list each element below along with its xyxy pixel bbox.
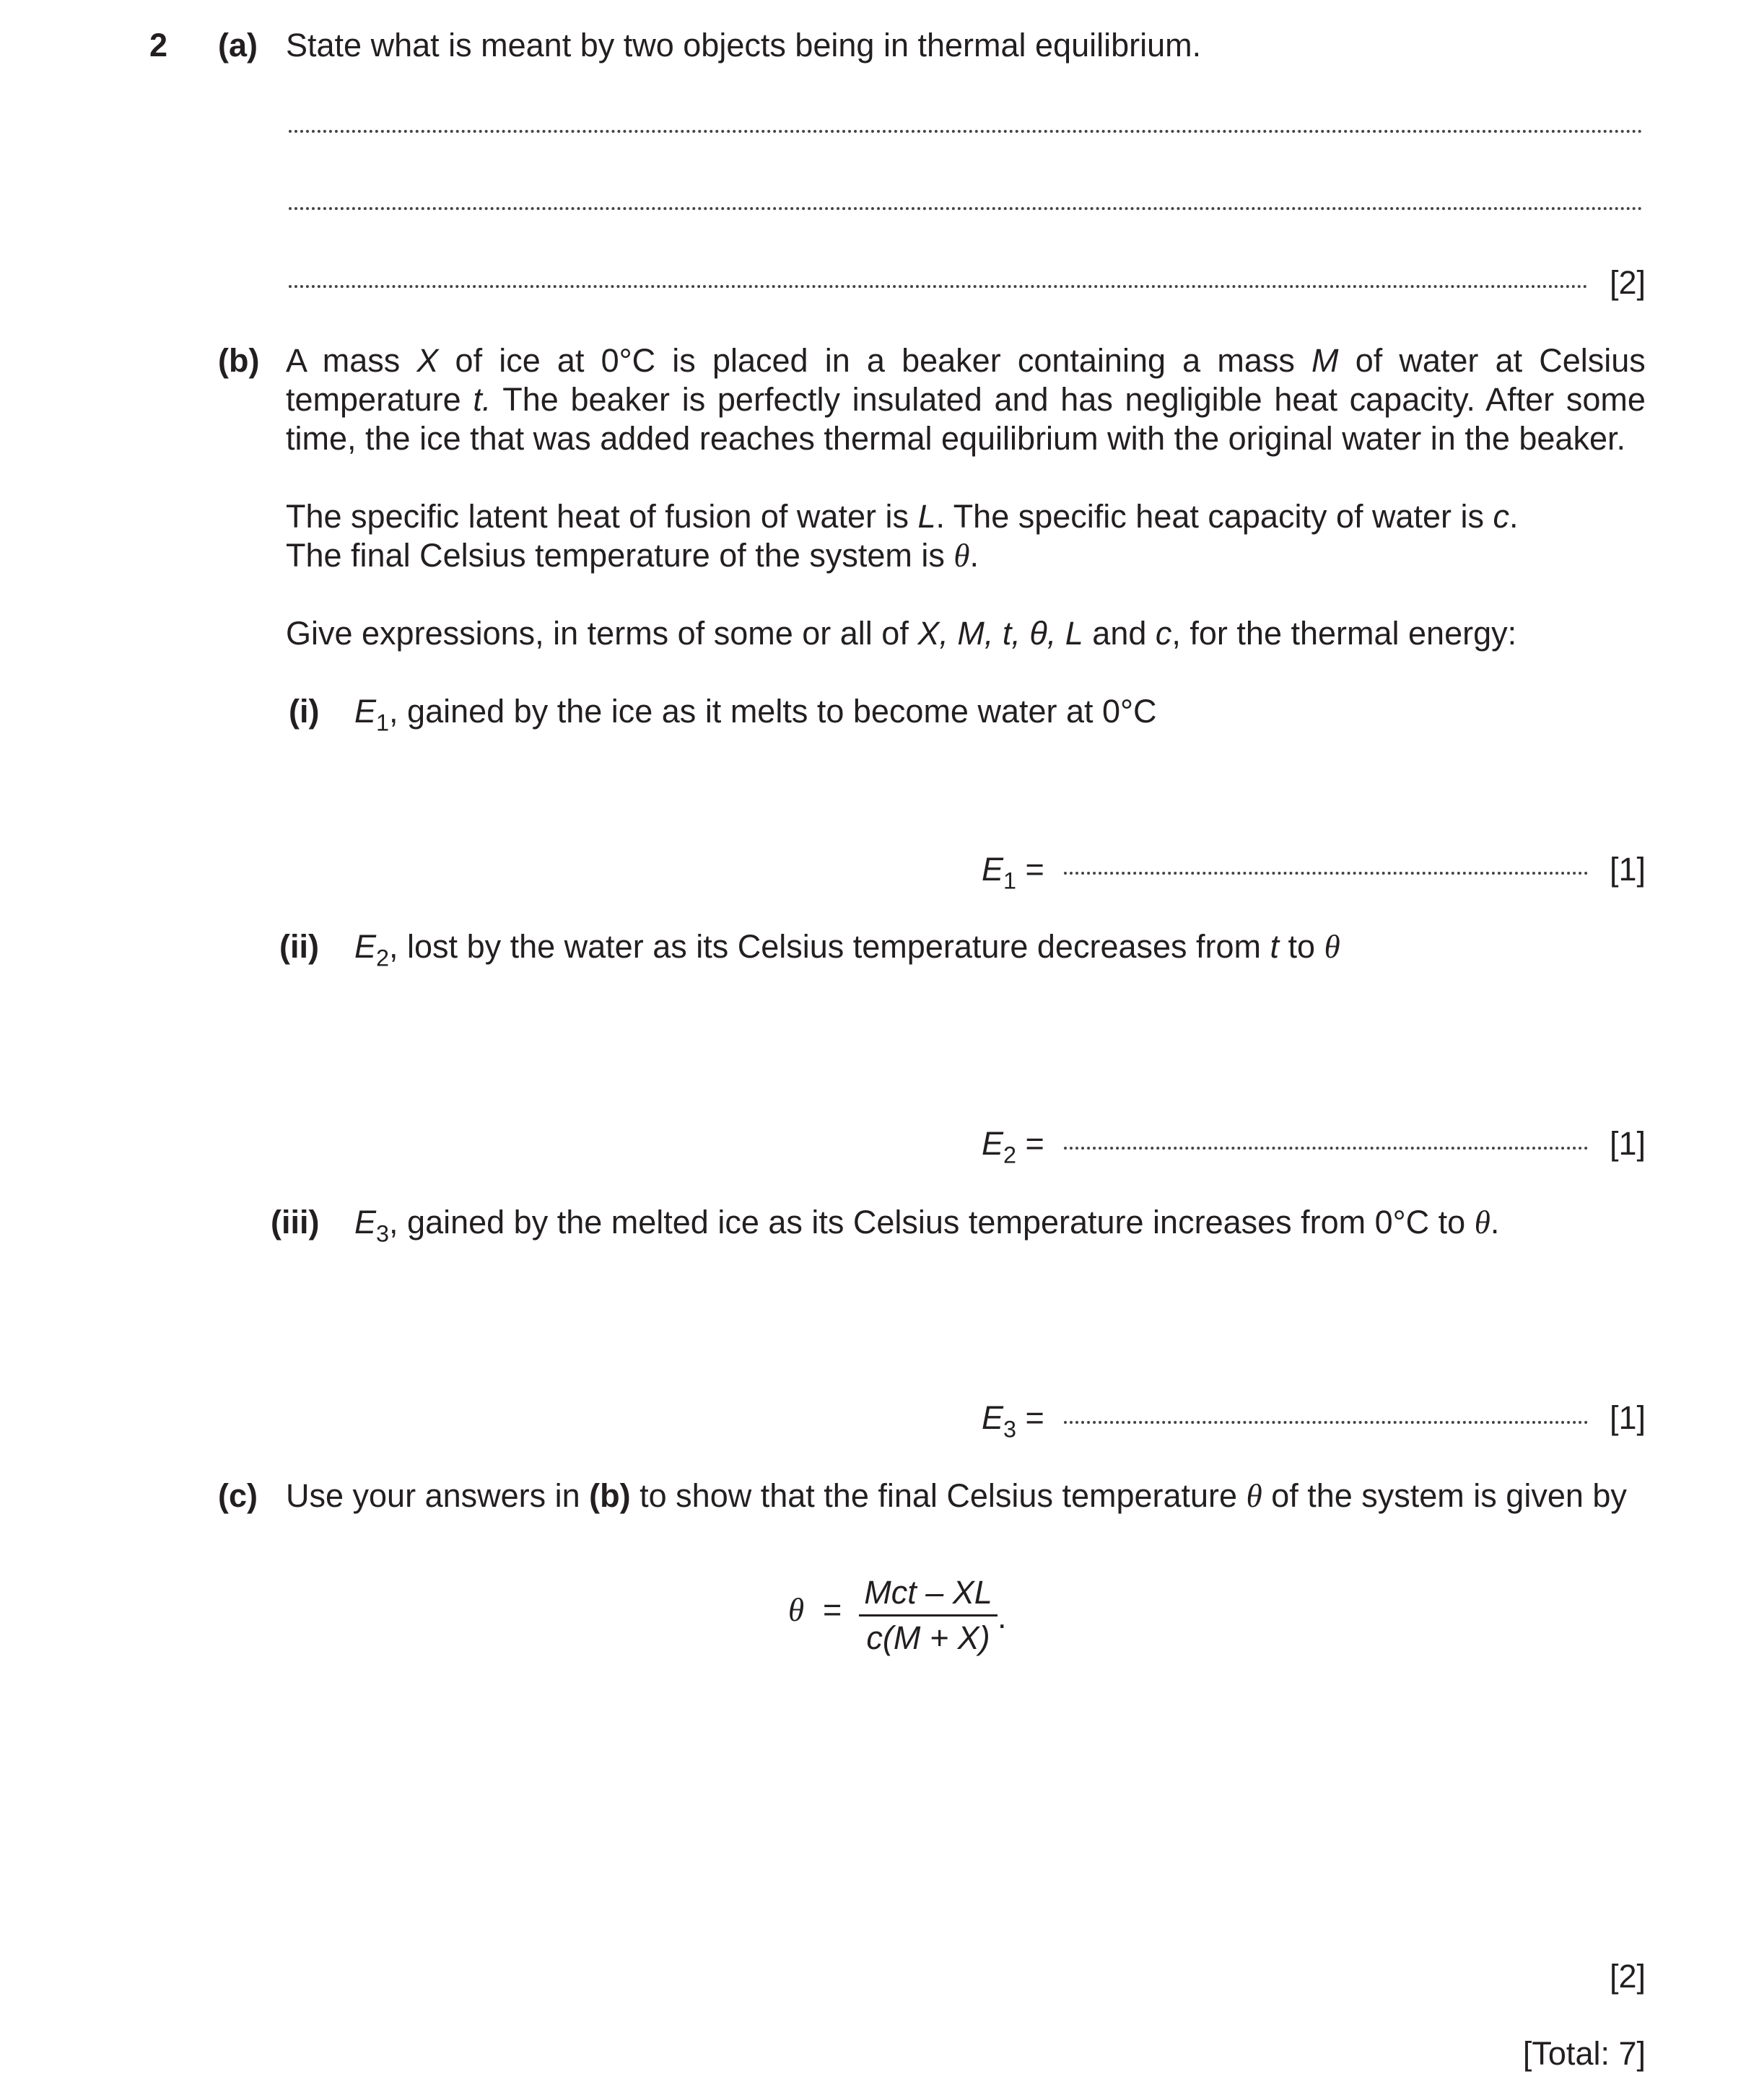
formula-denominator: c(M + X) xyxy=(866,1619,990,1656)
sub-ii-label: (ii) xyxy=(279,928,319,965)
part-a-answer-line-2[interactable] xyxy=(289,207,1643,210)
sub-i-mark: [1] xyxy=(1609,851,1646,888)
sub-iii-label: (iii) xyxy=(271,1204,320,1241)
sub-ii-answer-label: $E_2$ = xyxy=(982,1125,1044,1168)
sub-iii-answer-line[interactable] xyxy=(1064,1421,1588,1424)
sub-ii-text: $E_2$, lost by the water as its Celsius temperature decreases from t to θ xyxy=(354,928,1340,971)
part-b-para2-line2: The final Celsius temperature of the system is θ. xyxy=(286,537,979,574)
formula-fraction xyxy=(859,1573,998,1658)
sub-iii-mark: [1] xyxy=(1609,1399,1646,1436)
part-b-para1-line1: A mass X of ice at 0°C is placed in a beaker containing a mass M of water at Celsius xyxy=(286,342,1646,379)
formula-equals: = xyxy=(823,1591,842,1628)
part-c-prompt: Use your answers in (b) to show that the final Celsius temperature θ of the system is given by xyxy=(286,1477,1627,1514)
formula-trail: . xyxy=(998,1598,1007,1635)
total-mark: [Total: 7] xyxy=(1522,2035,1646,2072)
part-a-label: (a) xyxy=(218,27,258,64)
part-a-answer-line-3[interactable] xyxy=(289,285,1588,288)
sub-i-answer-label: $E_1$ = xyxy=(982,851,1044,894)
part-b-para1-line3: time, the ice that was added reaches thermal equilibrium with the original water in the beaker. xyxy=(286,420,1625,457)
part-a-prompt: State what is meant by two objects being in thermal equilibrium. xyxy=(286,27,1202,64)
sub-iii-answer-label: $E_3$ = xyxy=(982,1399,1044,1443)
formula-numerator: Mct – XL xyxy=(864,1574,992,1611)
question-number: 2 xyxy=(149,27,168,64)
part-c-mark: [2] xyxy=(1609,1958,1646,1995)
sub-i-answer-line[interactable] xyxy=(1064,872,1588,875)
sub-ii-mark: [1] xyxy=(1609,1125,1646,1162)
part-b-para1-line2: temperature t. The beaker is perfectly insulated and has negligible heat capacity. After some xyxy=(286,381,1646,418)
part-b-para2-line1: The specific latent heat of fusion of water is L. The specific heat capacity of water is c. xyxy=(286,498,1519,535)
part-a-mark: [2] xyxy=(1609,264,1646,301)
formula-fraction-bar xyxy=(859,1614,998,1616)
part-b-label: (b) xyxy=(218,342,260,379)
part-a-answer-line-1[interactable] xyxy=(289,130,1643,133)
part-c-label: (c) xyxy=(218,1477,258,1514)
sub-ii-answer-line[interactable] xyxy=(1064,1147,1588,1150)
formula-lhs: θ xyxy=(788,1592,805,1628)
part-b-para3: Give expressions, in terms of some or all of X, M, t, θ, L and c, for the thermal energy: xyxy=(286,615,1517,652)
sub-i-text: $E_1$, gained by the ice as it melts to become water at 0°C xyxy=(354,693,1157,736)
sub-i-label: (i) xyxy=(289,693,320,730)
sub-iii-text: $E_3$, gained by the melted ice as its Celsius temperature increases from 0°C to θ. xyxy=(354,1204,1500,1247)
